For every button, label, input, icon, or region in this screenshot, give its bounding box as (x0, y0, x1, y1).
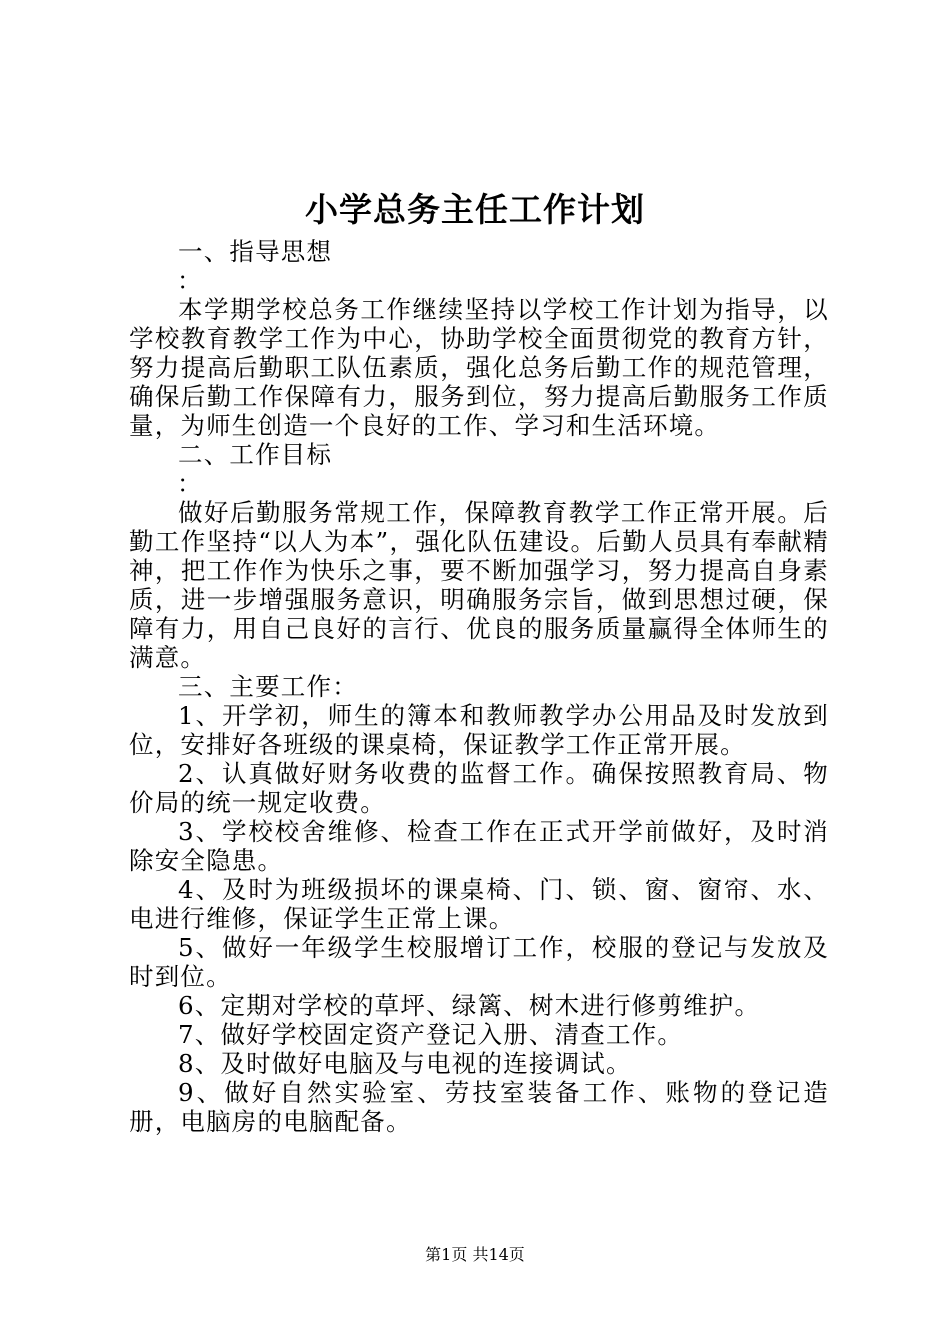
list-item: 8、及时做好电脑及与电视的连接调试。 (178, 1049, 632, 1078)
section-colon: ： (177, 266, 203, 295)
list-item: 1、开学初，师生的簿本和教师教学办公用品及时发放到位，安排好各班级的课桌椅，保证教学工作正常开展。 (129, 701, 829, 759)
list-item: 5、做好一年级学生校服增订工作，校服的登记与发放及时到位。 (129, 933, 829, 991)
section-colon: ： (177, 469, 203, 498)
list-item: 3、学校校舍维修、检查工作在正式开学前做好，及时消除安全隐患。 (129, 817, 829, 875)
document-body (129, 237, 829, 1136)
page-number-footer: 第1页 共14页 (425, 1245, 525, 1264)
section-heading-main-work: 三、主要工作： (178, 672, 358, 701)
list-item: 7、做好学校固定资产登记入册、清查工作。 (178, 1020, 684, 1049)
paragraph-guiding-ideology: 本学期学校总务工作继续坚持以学校工作计划为指导，以学校教育教学工作为中心，协助学校全面贯彻党的教育方针，努力提高后勤职工队伍素质，强化总务后勤工作的规范管理，确保后勤工作保障有力，服务到位，努力提高后勤服务工作质量，为师生创造一个良好的工作、学习和生活环境。 (129, 295, 829, 440)
paragraph-work-goals: 做好后勤服务常规工作，保障教育教学工作正常开展。后勤工作坚持“以人为本”，强化队伍建设。后勤人员具有奉献精神，把工作作为快乐之事，要不断加强学习，努力提高自身素质，进一步增强服务意识，明确服务宗旨，做到思想过硬，保障有力，用自己良好的言行、优良的服务质量赢得全体师生的满意。 (129, 498, 829, 672)
section-heading-work-goals: 二、工作目标 (178, 440, 333, 469)
list-item: 6、定期对学校的草坪、绿篱、树木进行修剪维护。 (178, 991, 761, 1020)
section-heading-guiding-ideology: 一、指导思想 (178, 237, 333, 266)
list-item: 2、认真做好财务收费的监督工作。确保按照教育局、物价局的统一规定收费。 (129, 759, 829, 817)
document-title: 小学总务主任工作计划 (305, 190, 645, 229)
list-item: 9、做好自然实验室、劳技室装备工作、账物的登记造册，电脑房的电脑配备。 (129, 1078, 829, 1136)
list-item: 4、及时为班级损坏的课桌椅、门、锁、窗、窗帘、水、电进行维修，保证学生正常上课。 (129, 875, 829, 933)
